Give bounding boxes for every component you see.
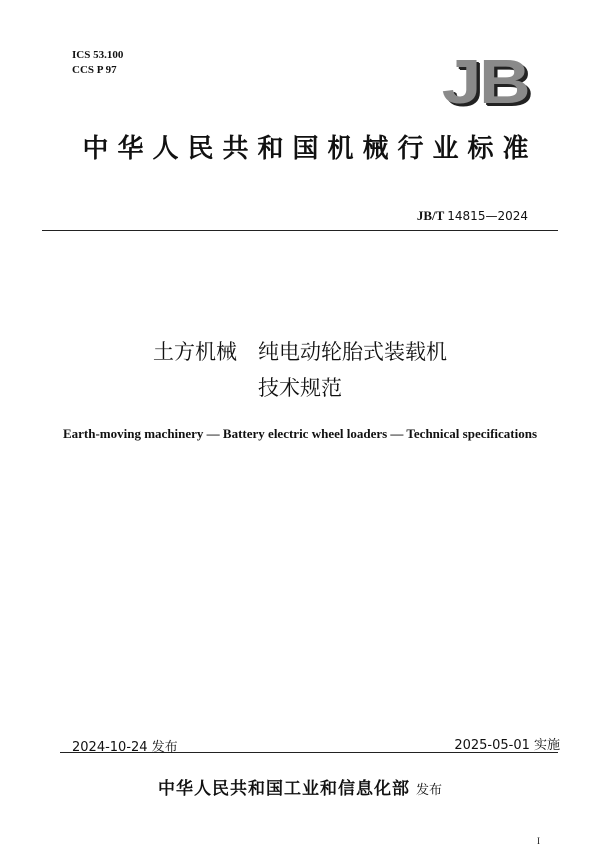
standard-code: 14815—2024 bbox=[447, 209, 528, 223]
jb-logo: JB bbox=[441, 48, 528, 117]
organization-title: 中华人民共和国机械行业标准 bbox=[82, 134, 538, 164]
footer-divider bbox=[60, 752, 558, 753]
ics-code: ICS 53.100 bbox=[72, 49, 124, 61]
issuing-authority bbox=[0, 774, 600, 799]
classification-codes bbox=[72, 48, 123, 78]
issue-suffix: 发布 bbox=[415, 783, 442, 798]
chinese-title-line-1: 土方机械 纯电动轮胎式装载机 bbox=[153, 340, 447, 364]
issue-date: 2024-10-24 发布 bbox=[72, 740, 178, 755]
standard-number bbox=[417, 208, 528, 224]
ccs-code: CCS P 97 bbox=[72, 64, 117, 76]
header-divider bbox=[42, 230, 558, 231]
implementation-date: 2025-05-01 实施 bbox=[454, 738, 560, 753]
chinese-title-line-2: 技术规范 bbox=[258, 376, 342, 400]
english-title: Earth-moving machinery — Battery electric wheel loaders — Technical specifications bbox=[62, 426, 538, 441]
page-number: I bbox=[537, 836, 540, 846]
standard-prefix: JB/T bbox=[416, 208, 445, 223]
ministry-name: 中华人民共和国工业和信息化部 bbox=[157, 779, 410, 799]
